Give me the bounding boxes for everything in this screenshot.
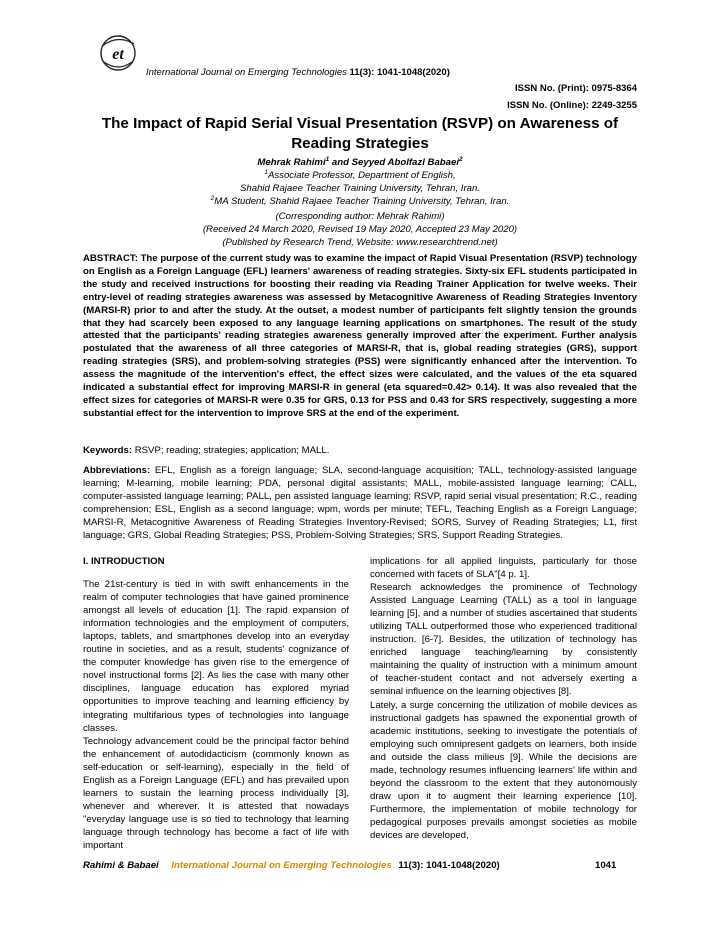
left-column — [83, 555, 349, 852]
paper-title: The Impact of Rapid Serial Visual Presentation (RSVP) on Awareness of Reading Strategies — [101, 115, 619, 152]
section-heading: I. INTRODUCTION — [83, 556, 165, 567]
paragraph: Lately, a surge concerning the utilization of mobile devices as instructional gadgets has spawned the exponential growth of academic institutions, seeking to investigate the potentials of employing such omnipresent gadgets on learners, both inside and outside the class milieus [9]. While the decisions are made, technology resumes influencing learners' life within and beyond the classroom to the extent that they autonomously draw upon it to augment their learning experience [10]. Furthermore, the implementation of mobile technology for pedagogical purposes prevails amongst societies as mobile devices are developed, — [370, 699, 637, 841]
footer-authors: Rahimi & Babaei — [83, 860, 159, 871]
author-2-mark: 2 — [459, 155, 463, 163]
issn-print: ISSN No. (Print): 0975-8364 — [515, 83, 637, 94]
page-footer — [83, 860, 637, 871]
journal-volume: 11(3): 1041-1048(2020) — [349, 67, 450, 78]
affiliation-1-mark: 1 — [264, 168, 268, 176]
published-by: (Published by Research Trend, Website: www.researchtrend.net) — [222, 237, 498, 248]
received-dates: (Received 24 March 2020, Revised 19 May 2020, Accepted 23 May 2020) — [202, 224, 518, 235]
affiliation-2 — [80, 195, 640, 208]
keywords-text: RSVP; reading; strategies; application; MALL. — [132, 445, 330, 456]
paragraph: Research acknowledges the prominence of Technology Assisted Language Learning (TALL) as a tool in language learning [5], and a number of studies ascertained that students utilizing TALL outperformed those who experienced traditional instruction. [6-7]. Besides, the utilization of technology has enriched language teaching/learning by consistently maintaining the quality of instruction with a minimum amount of teacher-student contact and not adversely exerting a seminal influence on the learning objectives [8]. — [370, 582, 637, 698]
corresponding-author: (Corresponding author: Mehrak Rahimi) — [275, 211, 445, 222]
abbreviations-text: EFL, English as a foreign language; SLA, second-language acquisition; TALL, technology-assisted language learning; M-learning, mobile learning; PDA, personal digital assistants; MALL, mobile-assisted language learning; CALL, computer-assisted language learning; PALL, pen assisted language learning; RSVP, rapid serial visual presentation; R.C., reading comprehension; ESL, English as a second language; wpm, words per minute; TEFL, Teaching English as a Foreign Language; MARSI-R, Metacognitive Awareness of Reading Strategies Inventory-Revised; SORS, Survey of Reading Strategies; L1, first language; GRS, Global Reading Strategies; PSS, Problem-Solving Strategies; SRS, Support Reading Strategies. — [83, 465, 637, 542]
affiliation-1b: Shahid Rajaee Teacher Training University, Tehran, Iran. — [240, 183, 480, 194]
author-join: and — [329, 157, 352, 168]
keywords — [83, 444, 637, 457]
footer-journal: International Journal on Emerging Technologies — [171, 860, 392, 871]
abbreviations — [83, 464, 637, 543]
affiliation-2-text: MA Student, Shahid Rajaee Teacher Training University, Tehran, Iran. — [214, 196, 510, 207]
publication-info — [80, 210, 640, 249]
journal-logo — [96, 32, 140, 74]
footer-volume: 11(3): 1041-1048(2020) — [398, 860, 500, 871]
logo-letters: et — [112, 46, 124, 63]
right-column — [370, 555, 637, 842]
abstract: ABSTRACT: The purpose of the current study was to examine the impact of Rapid Visual Presentation (RSVP) technology on English as a Foreign Language (EFL) learners' awareness of reading strategies. Sixty-six EFL students participated in the study and received instructions for boosting their reading via Reading Trainer Application for twelve weeks. Their entry-level of reading strategies awareness was assessed by Metacognitive Awareness of Reading Strategies Inventory (MARSI-R) prior to and after the study. At the outset, a modest number of participants felt slightly tension the grounds that they had scarcely been exposed to any language learning applications on smartphones. The result of the study attested that the participants' reading strategies awareness generally improved after the experiment. Further analysis postulated that the awareness of all three categories of MARSI-R, that is, global reading strategies (GRS), support reading strategies (SRS), and problem-solving strategies (PSS) were significantly enhanced after the intervention. To assess the magnitude of the intervention's effect, the effect sizes were calculated, and the values of the eta squared indicated a substantial effect for improving MARSI-R in general (eta squared=0.42> 0.14). It was also revealed that the effect sizes for categories of MARSI-R were 0.35 for GRS, 0.13 for PSS and 0.43 for SRS respectively, suggesting a more substantial effect for the intervention to improve SRS at the end of the experiment. — [83, 253, 637, 419]
paragraph: implications for all applied linguists, particularly for those concerned with facets of SLA"[4 p. 1]. — [370, 556, 637, 581]
author-1: Mehrak Rahimi — [257, 157, 326, 168]
page-number: 1041 — [595, 860, 617, 871]
journal-name: International Journal on Emerging Technologies — [146, 67, 347, 78]
paragraph: Technology advancement could be the principal factor behind the enhancement of autodidacticism (commonly known as self-education or self-learning), especially in the field of English as a Foreign Language (EFL) and has prevailed upon learners to sustain the learning process individually [3], whenever and wherever. It is attested that nowadays "everyday language use is so tied to technology that learning language through technology has become a fact of life with important — [83, 735, 349, 851]
abbreviations-label: Abbreviations: — [83, 465, 151, 476]
keywords-label: Keywords: — [83, 445, 133, 456]
affiliation-1 — [80, 169, 640, 182]
author-1-mark: 1 — [325, 155, 330, 163]
journal-citation — [146, 67, 450, 78]
paragraph: The 21st-century is tied in with swift enhancements in the realm of computer technologies that have gained prominence amongst all levels of education [1]. The rapid expansion of information technologies and the employment of computers, laptops, tablets, and smartphones develop into an everyday routine in societies, and as a result, students' cognizance of the computer knowledge has given rise to the emergence of novel instructional forms [2]. As lies the case with many other disciplines, language education has explored myriad opportunities to improve teaching and learning efficiency by integrating multifarious types of technologies into language classes. — [83, 579, 349, 734]
author-names — [80, 156, 640, 169]
author-block — [80, 156, 640, 208]
issn-online: ISSN No. (Online): 2249-3255 — [507, 100, 637, 111]
affiliation-1-text: Associate Professor, Department of English, — [267, 170, 456, 181]
author-2: Seyyed Abolfazl Babaei — [351, 157, 459, 168]
affiliation-2-mark: 2 — [210, 194, 215, 202]
